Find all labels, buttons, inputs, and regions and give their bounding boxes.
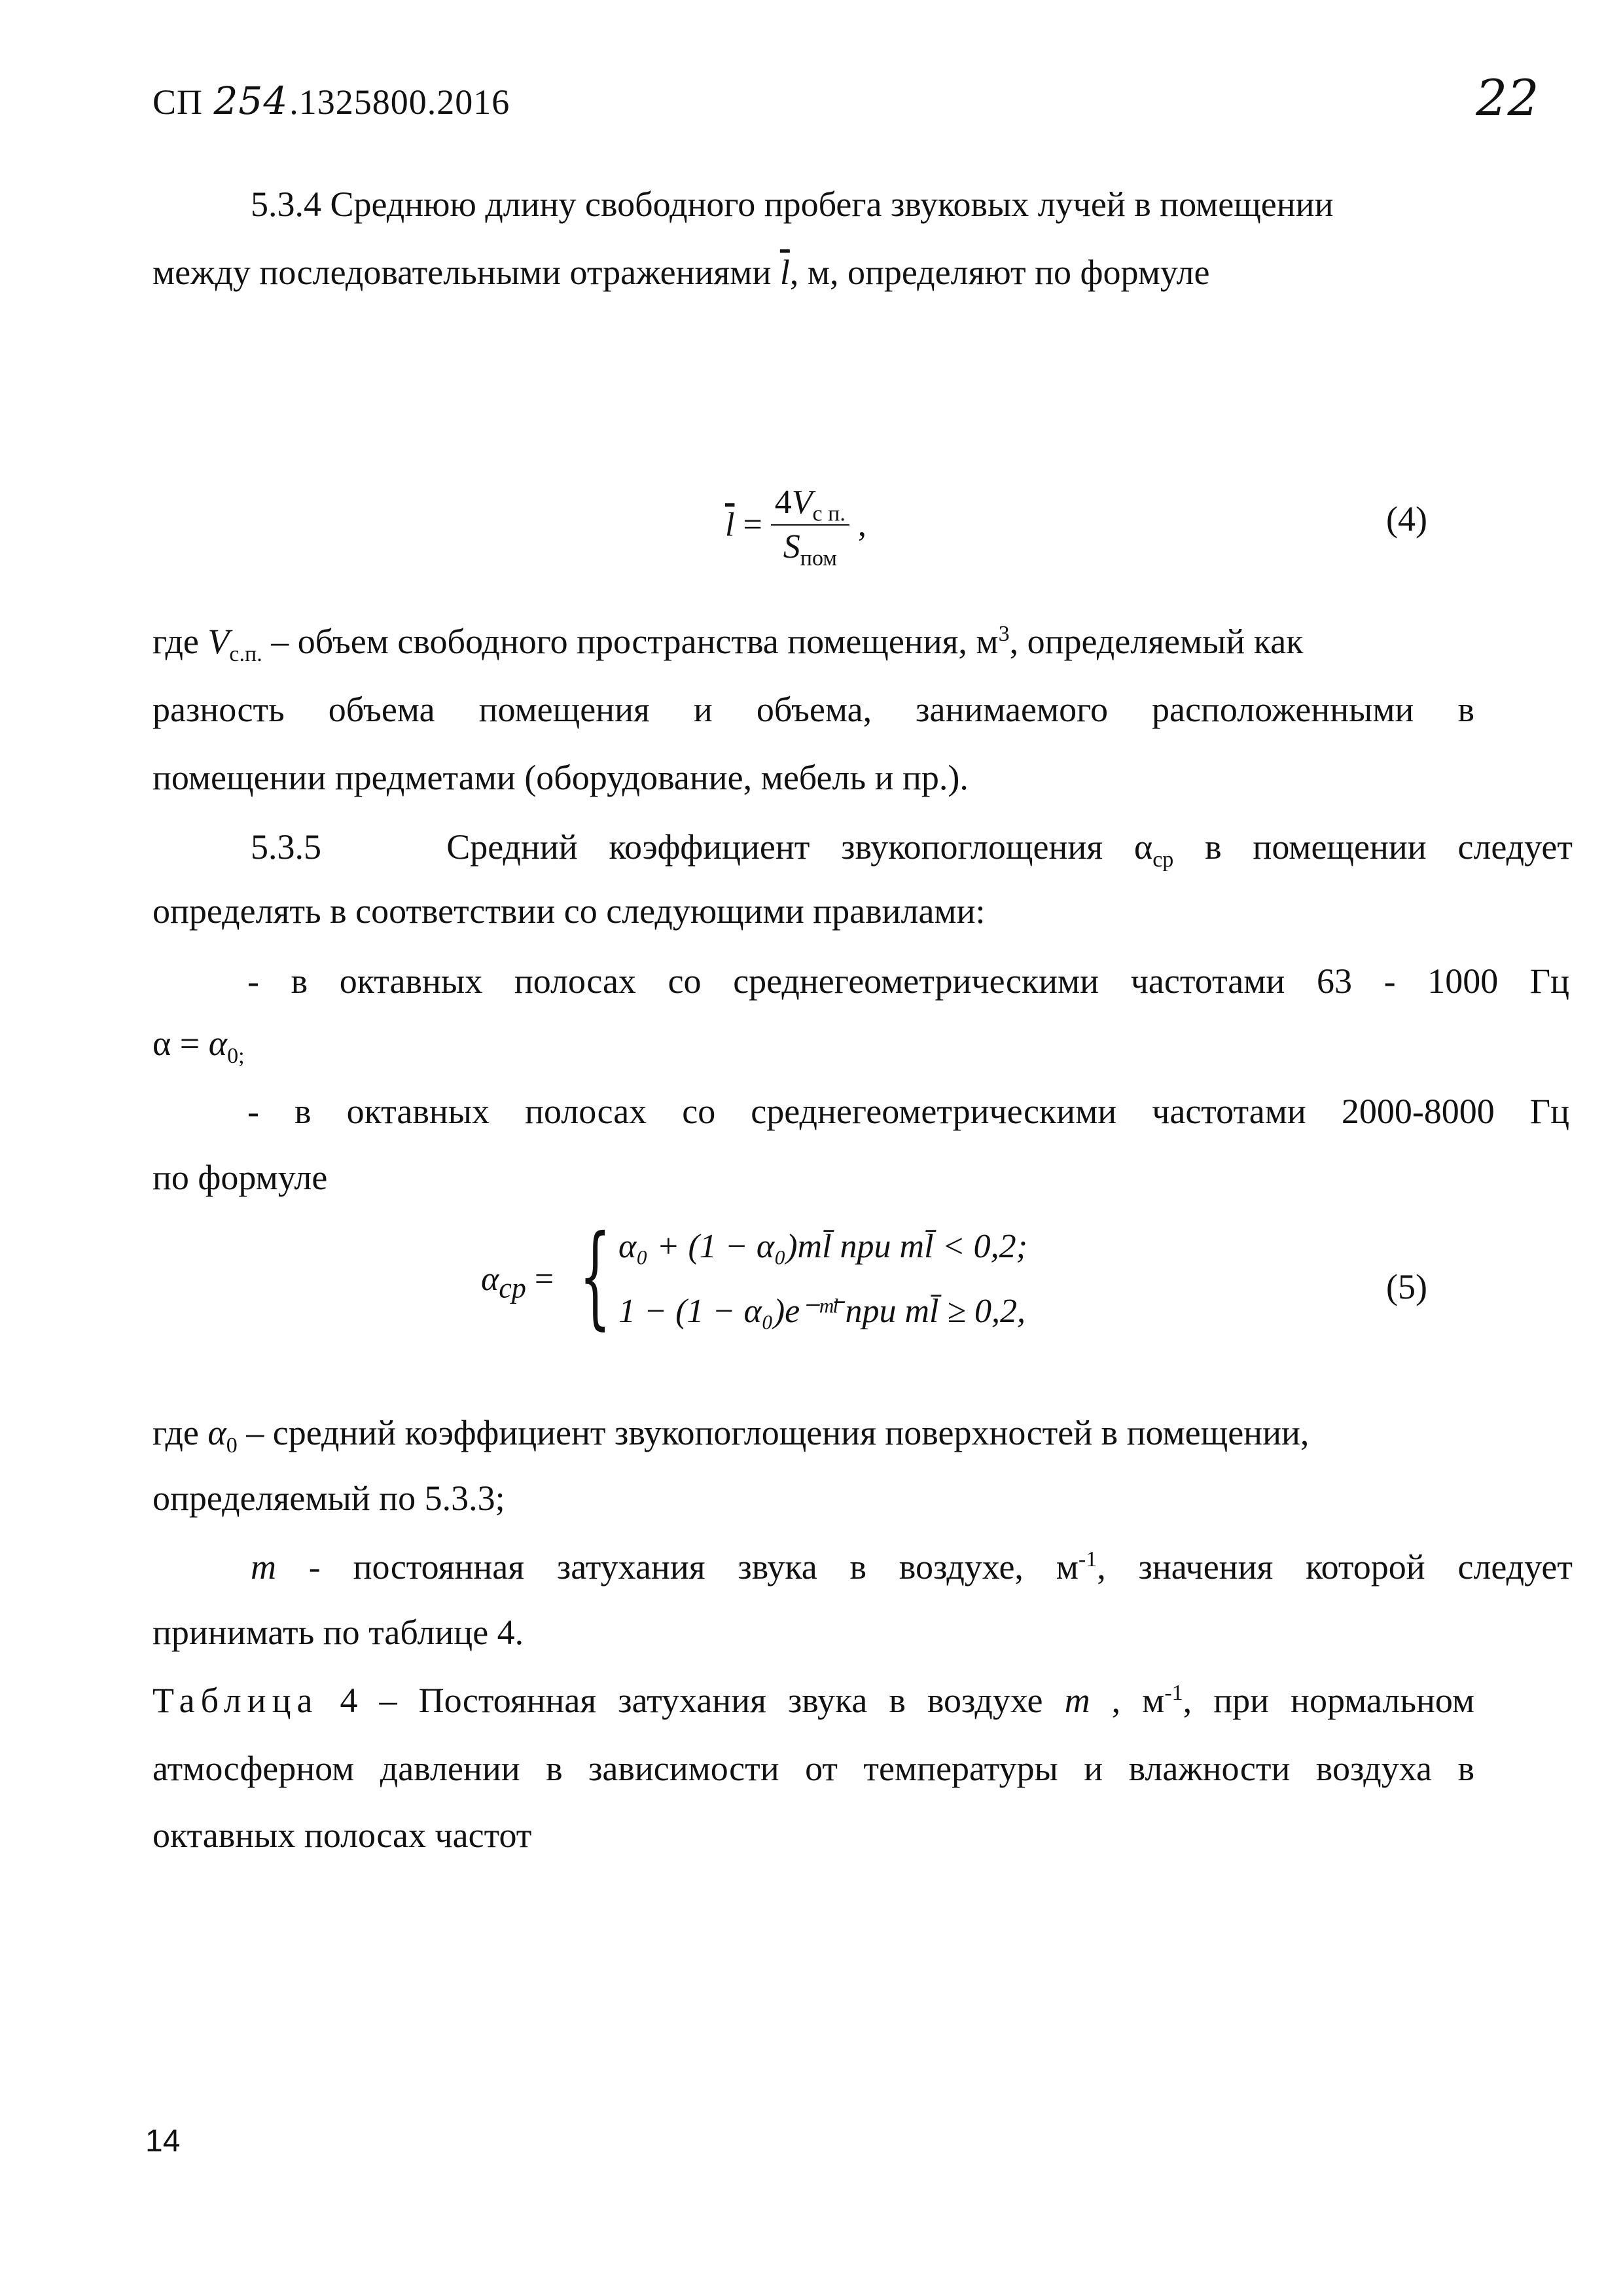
code-suffix: .1325800.2016: [289, 82, 510, 122]
section-535-line2: определять в соответствии со следующими правилами:: [152, 891, 986, 931]
formula-4: $\overline{l}$ = $\frac{4V_{с п.}}{S_{пом}}$ ,: [725, 481, 866, 569]
bullet-2-tail: по формуле: [152, 1158, 328, 1197]
code-prefix: СП: [152, 82, 204, 122]
formula4-lhs: $\overline{l}$: [725, 506, 735, 544]
handwritten-code-number: 254: [213, 79, 289, 123]
where-m-line2: принимать по таблице 4.: [152, 1613, 524, 1652]
bullet-1: - в октавных полосах со среднегеометрическими частотами 63 - 1000 Гц: [247, 961, 1569, 1001]
where-v-line3: помещении предметами (оборудование, мебель и пр.).: [152, 758, 969, 797]
table-4-caption-line1: Таблица 4 – Постоянная затухания звука в воздухе m , $м^{-1}$, при нормальном: [152, 1681, 1474, 1720]
page-number: 14: [145, 2124, 181, 2159]
formula5-case-1: α₀ + (1 − α₀)ml̄ при ml̄ < 0,2;: [618, 1228, 1027, 1265]
bullet-1-formula: $\alpha = \alpha_{0;}$: [152, 1024, 245, 1068]
where-m-line1: m - постоянная затухания звука в воздухе, $м^{-1}$, значения которой следует: [251, 1547, 1573, 1587]
where-alpha-line1: где $\alpha_0$ – средний коэффициент звукопоглощения поверхностей в помещении,: [152, 1413, 1310, 1458]
table-label: Таблица: [152, 1681, 319, 1720]
bullet-2: - в октавных полосах со среднегеометрическими частотами 2000-8000 Гц: [247, 1092, 1569, 1131]
table-4-caption-line2: атмосферном давлении в зависимости от температуры и влажности воздуха в: [152, 1749, 1474, 1788]
section-534-line1: 5.3.4 Среднюю длину свободного пробега звуковых лучей в помещении: [251, 185, 1334, 224]
table-4-caption-line3: октавных полосах частот: [152, 1816, 532, 1855]
where-v-line1: где $V_{с.п.}$ – объем свободного пространства помещения, $м^3$, определяемый как: [152, 622, 1304, 666]
left-brace: {: [579, 1211, 611, 1341]
equation-number-4: (4): [1386, 499, 1427, 539]
section-535-line1: 5.3.5 Средний коэффициент звукопоглощения $\alpha_{ср}$ в помещении следует: [251, 827, 1573, 872]
document-code: [152, 79, 510, 123]
formula-5: $\alpha_{cp}$ = { α₀ + (1 − α₀)ml̄ при ml̄ < 0,2; 1 − (1 − α₀)e⁻ᵐˡ̄ при ml̄ ≥ 0,2,: [481, 1211, 1027, 1341]
equation-number-5: (5): [1386, 1267, 1427, 1306]
where-v-line2: разность объема помещения и объема, занимаемого расположенными в: [152, 690, 1474, 729]
var-l: $\overline{l}$: [779, 253, 790, 292]
where-alpha-line2: определяемый по 5.3.3;: [152, 1479, 505, 1518]
formula4-fraction: $\frac{4V_{с п.}}{S_{пом}}$: [771, 481, 849, 569]
formula5-case-2: 1 − (1 − α₀)e⁻ᵐˡ̄ при ml̄ ≥ 0,2,: [618, 1293, 1026, 1330]
handwritten-page-number: 22: [1476, 69, 1539, 127]
section-534-line2: между последовательными отражениями $\overline{l}$, м, определяют по формуле: [152, 253, 1210, 292]
